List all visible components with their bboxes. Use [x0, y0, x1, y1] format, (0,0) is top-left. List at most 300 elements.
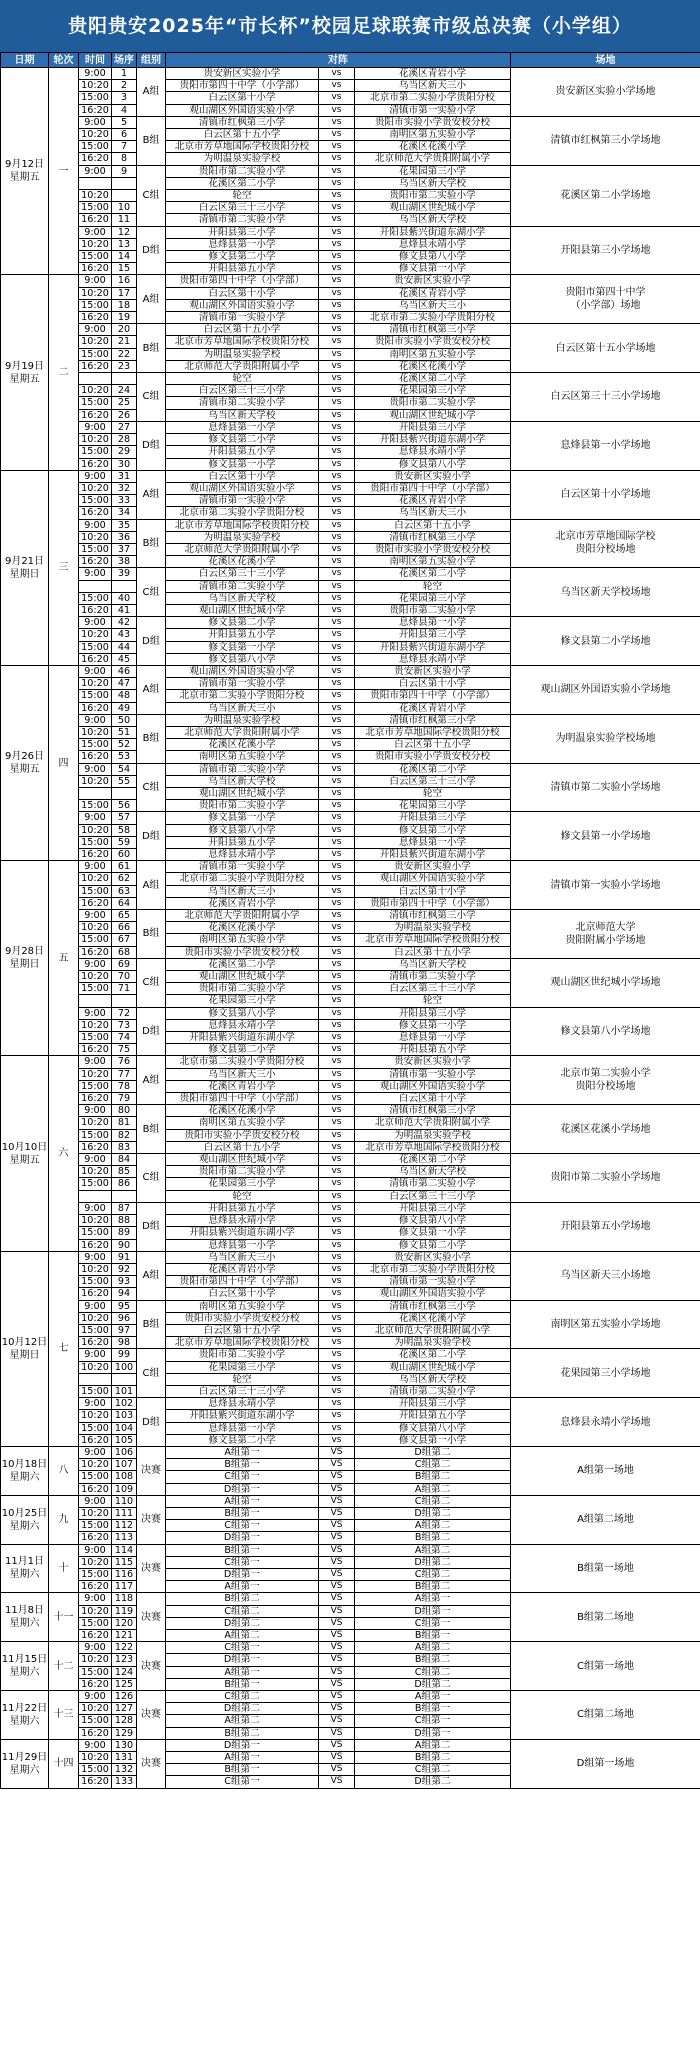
match-number-cell: 120	[112, 1617, 137, 1629]
group-cell: C组	[137, 1154, 166, 1203]
away-team-cell: 清镇市红枫第三小学	[355, 531, 511, 543]
match-number-cell: 22	[112, 348, 137, 360]
away-team-cell: 花溪区青岩小学	[355, 287, 511, 299]
time-cell: 10:20	[79, 824, 112, 836]
home-team-cell: 花果园第三小学	[166, 1178, 319, 1190]
away-team-cell: 修文县第八小学	[355, 1215, 511, 1227]
match-number-cell: 25	[112, 397, 137, 409]
match-number-cell: 100	[112, 1361, 137, 1373]
vs-cell: vs	[319, 641, 355, 653]
table-row	[1, 1251, 700, 1263]
away-team-cell: 修文县第八小学	[355, 1422, 511, 1434]
time-cell: 10:20	[79, 1263, 112, 1275]
away-team-cell: 清镇市第一实验小学	[355, 1276, 511, 1288]
vs-cell: vs	[319, 446, 355, 458]
match-number-cell: 13	[112, 238, 137, 250]
home-team-cell: 白云区第十五小学	[166, 1141, 319, 1153]
table-row	[1, 373, 700, 385]
away-team-cell: 清镇市第二实验小学	[355, 1178, 511, 1190]
match-number-cell: 118	[112, 1593, 137, 1605]
match-number-cell: 126	[112, 1691, 137, 1703]
vs-cell: vs	[319, 336, 355, 348]
match-number-cell: 88	[112, 1215, 137, 1227]
venue-cell: 白云区第三十三小学场地	[511, 373, 700, 422]
group-cell: B组	[137, 910, 166, 959]
away-team-cell: A组第一	[355, 1691, 511, 1703]
time-cell: 15:00	[79, 202, 112, 214]
venue-cell: 观山湖区世纪城小学场地	[511, 958, 700, 1007]
home-team-cell: 贵阳市实验小学贵安校分校	[166, 1312, 319, 1324]
vs-cell: vs	[319, 763, 355, 775]
time-cell: 16:20	[79, 1141, 112, 1153]
match-number-cell: 31	[112, 470, 137, 482]
date-cell: 9月12日 星期五	[1, 68, 49, 275]
vs-cell: vs	[319, 1129, 355, 1141]
home-team-cell: 花溪区第二小学	[166, 958, 319, 970]
match-number-cell: 133	[112, 1776, 137, 1788]
match-number-cell: 56	[112, 800, 137, 812]
time-cell: 15:00	[79, 1032, 112, 1044]
away-team-cell: 乌当区新天学校	[355, 177, 511, 189]
away-team-cell: D组第二	[355, 1678, 511, 1690]
away-team-cell: 花溪区第二小学	[355, 373, 511, 385]
time-cell: 15:00	[79, 836, 112, 848]
home-team-cell: 白云区第三十三小学	[166, 202, 319, 214]
time-cell: 15:00	[79, 934, 112, 946]
home-team-cell: 贵阳市第四十中学（小学部）	[166, 1093, 319, 1105]
match-number-cell: 40	[112, 592, 137, 604]
match-number-cell: 84	[112, 1154, 137, 1166]
vs-cell: vs	[319, 421, 355, 433]
match-number-cell: 24	[112, 385, 137, 397]
time-cell: 15:00	[79, 739, 112, 751]
away-team-cell: 开阳县紫兴街道东湖小学	[355, 641, 511, 653]
time-cell: 9:00	[79, 1056, 112, 1068]
home-team-cell: 南明区第五实验小学	[166, 751, 319, 763]
table-row	[1, 1007, 700, 1019]
match-number-cell: 77	[112, 1068, 137, 1080]
home-team-cell: 乌当区新天学校	[166, 592, 319, 604]
time-cell: 16:20	[79, 1337, 112, 1349]
away-team-cell: D组第二	[355, 1556, 511, 1568]
home-team-cell: 清镇市第二实验小学	[166, 763, 319, 775]
time-cell: 10:20	[79, 1654, 112, 1666]
vs-cell: vs	[319, 1300, 355, 1312]
home-team-cell: 清镇市第一实验小学	[166, 312, 319, 324]
time-cell: 15:00	[79, 1471, 112, 1483]
home-team-cell: 花果园第三小学	[166, 1361, 319, 1373]
vs-cell: vs	[319, 373, 355, 385]
time-cell: 16:20	[79, 946, 112, 958]
vs-cell: vs	[319, 1288, 355, 1300]
away-team-cell: 清镇市第一实验小学	[355, 1068, 511, 1080]
date-cell: 10月10日 星期五	[1, 1056, 49, 1251]
vs-cell: vs	[319, 1019, 355, 1031]
time-cell: 15:00	[79, 1178, 112, 1190]
group-cell: A组	[137, 68, 166, 117]
round-cell: 十	[49, 1544, 79, 1593]
group-cell: B组	[137, 116, 166, 165]
match-number-cell: 36	[112, 531, 137, 543]
table-row	[1, 1739, 700, 1751]
away-team-cell: 白云区第三十三小学	[355, 1190, 511, 1202]
date-cell: 11月1日 星期六	[1, 1544, 49, 1593]
time-cell: 15:00	[79, 1715, 112, 1727]
time-cell: 9:00	[79, 470, 112, 482]
match-number-cell: 47	[112, 678, 137, 690]
group-cell: 决赛	[137, 1544, 166, 1593]
away-team-cell: 开阳县紫兴街道东湖小学	[355, 434, 511, 446]
match-number-cell: 67	[112, 934, 137, 946]
away-team-cell: 贵安新区实验小学	[355, 1251, 511, 1263]
home-team-cell: 轮空	[166, 190, 319, 202]
vs-cell: vs	[319, 1227, 355, 1239]
vs-cell: vs	[319, 141, 355, 153]
time-cell: 9:00	[79, 116, 112, 128]
home-team-cell: 贵阳市第四十中学（小学部）	[166, 1276, 319, 1288]
vs-cell: vs	[319, 129, 355, 141]
home-team-cell: 贵阳市第二实验小学	[166, 165, 319, 177]
away-team-cell: 北京市芳草地国际学校贵阳分校	[355, 934, 511, 946]
home-team-cell: D组第一	[166, 1654, 319, 1666]
match-number-cell: 80	[112, 1105, 137, 1117]
group-cell: 决赛	[137, 1495, 166, 1544]
time-cell: 10:20	[79, 1361, 112, 1373]
match-number-cell: 38	[112, 556, 137, 568]
vs-cell: vs	[319, 1251, 355, 1263]
time-cell: 16:20	[79, 1532, 112, 1544]
away-team-cell: 贵安新区实验小学	[355, 861, 511, 873]
away-team-cell: 息烽县第一小学	[355, 1032, 511, 1044]
time-cell: 15:00	[79, 1520, 112, 1532]
group-cell: D组	[137, 226, 166, 275]
home-team-cell: 清镇市第二实验小学	[166, 580, 319, 592]
time-cell: 16:20	[79, 1434, 112, 1446]
venue-cell: 乌当区新天学校场地	[511, 568, 700, 617]
home-team-cell: A组第一	[166, 1446, 319, 1458]
time-cell: 10:20	[79, 190, 112, 202]
time-cell: 16:20	[79, 214, 112, 226]
home-team-cell: 北京市第二实验小学贵阳分校	[166, 690, 319, 702]
home-team-cell: 白云区第十五小学	[166, 1324, 319, 1336]
vs-cell: VS	[319, 1666, 355, 1678]
vs-cell: vs	[319, 592, 355, 604]
vs-cell: vs	[319, 1410, 355, 1422]
vs-cell: vs	[319, 849, 355, 861]
time-cell: 9:00	[79, 1300, 112, 1312]
venue-cell: C组第二场地	[511, 1691, 700, 1740]
time-cell: 9:00	[79, 275, 112, 287]
vs-cell: vs	[319, 617, 355, 629]
vs-cell: vs	[319, 1324, 355, 1336]
match-number-cell: 65	[112, 910, 137, 922]
vs-cell: vs	[319, 885, 355, 897]
time-cell: 15:00	[79, 592, 112, 604]
time-cell: 10:20	[79, 1605, 112, 1617]
vs-cell: vs	[319, 1385, 355, 1397]
vs-cell: VS	[319, 1642, 355, 1654]
table-row	[1, 1446, 700, 1458]
table-row	[1, 1300, 700, 1312]
time-cell: 10:20	[79, 1752, 112, 1764]
home-team-cell: 贵阳市实验小学贵安校分校	[166, 946, 319, 958]
home-team-cell: 贵阳市第二实验小学	[166, 1166, 319, 1178]
group-cell: A组	[137, 1251, 166, 1300]
home-team-cell: 为明温泉实验学校	[166, 153, 319, 165]
venue-cell: 白云区第十五小学场地	[511, 324, 700, 373]
match-number-cell: 4	[112, 104, 137, 116]
home-team-cell: C组第一	[166, 1642, 319, 1654]
table-row	[1, 68, 700, 80]
away-team-cell: 开阳县第三小学	[355, 1007, 511, 1019]
time-cell	[79, 373, 112, 385]
home-team-cell: 贵阳市第四十中学（小学部）	[166, 80, 319, 92]
home-team-cell: 开阳县紫兴街道东湖小学	[166, 1227, 319, 1239]
vs-cell: vs	[319, 1337, 355, 1349]
vs-cell: vs	[319, 580, 355, 592]
away-team-cell: 修文县第二小学	[355, 1239, 511, 1251]
home-team-cell: C组第二	[166, 1605, 319, 1617]
time-cell: 16:20	[79, 702, 112, 714]
vs-cell: VS	[319, 1446, 355, 1458]
table-row	[1, 1495, 700, 1507]
vs-cell: VS	[319, 1471, 355, 1483]
venue-cell: D组第一场地	[511, 1739, 700, 1788]
venue-cell: A组第一场地	[511, 1446, 700, 1495]
time-cell: 15:00	[79, 983, 112, 995]
table-row	[1, 1593, 700, 1605]
vs-cell: vs	[319, 910, 355, 922]
away-team-cell: A组第二	[355, 1739, 511, 1751]
vs-cell: vs	[319, 104, 355, 116]
venue-cell: 清镇市红枫第三小学场地	[511, 116, 700, 165]
time-cell: 10:20	[79, 1703, 112, 1715]
vs-cell: VS	[319, 1654, 355, 1666]
away-team-cell: 观山湖区世纪城小学	[355, 1361, 511, 1373]
home-team-cell: 北京市第二实验小学贵阳分校	[166, 873, 319, 885]
away-team-cell: 乌当区新天学校	[355, 1373, 511, 1385]
time-cell: 15:00	[79, 1385, 112, 1397]
vs-cell: vs	[319, 1312, 355, 1324]
vs-cell: vs	[319, 80, 355, 92]
match-number-cell: 39	[112, 568, 137, 580]
away-team-cell: 开阳县紫兴街道东湖小学	[355, 226, 511, 238]
venue-cell: C组第一场地	[511, 1642, 700, 1691]
vs-cell: vs	[319, 751, 355, 763]
venue-cell: 北京师范大学 贵阳附属小学场地	[511, 910, 700, 959]
vs-cell: vs	[319, 812, 355, 824]
match-number-cell: 115	[112, 1556, 137, 1568]
time-cell: 15:00	[79, 92, 112, 104]
home-team-cell: 观山湖区外国语实验小学	[166, 104, 319, 116]
vs-cell: vs	[319, 92, 355, 104]
time-cell: 15:00	[79, 543, 112, 555]
venue-cell: 清镇市第一实验小学场地	[511, 861, 700, 910]
home-team-cell: 花溪区花溪小学	[166, 556, 319, 568]
home-team-cell: 开阳县第五小学	[166, 446, 319, 458]
venue-cell: 乌当区新天三小场地	[511, 1251, 700, 1300]
round-cell: 六	[49, 1056, 79, 1251]
home-team-cell: 南明区第五实验小学	[166, 1117, 319, 1129]
away-team-cell: 花溪区花溪小学	[355, 1312, 511, 1324]
table-row	[1, 165, 700, 177]
table-row	[1, 1642, 700, 1654]
match-number-cell: 91	[112, 1251, 137, 1263]
time-cell: 16:20	[79, 653, 112, 665]
vs-cell: vs	[319, 775, 355, 787]
home-team-cell: 北京师范大学贵阳附属小学	[166, 543, 319, 555]
home-team-cell: 观山湖区世纪城小学	[166, 1154, 319, 1166]
vs-cell: VS	[319, 1715, 355, 1727]
time-cell: 10:20	[79, 1068, 112, 1080]
home-team-cell: 观山湖区世纪城小学	[166, 971, 319, 983]
away-team-cell: B组第二	[355, 1471, 511, 1483]
match-number-cell: 89	[112, 1227, 137, 1239]
away-team-cell: 南明区第五实验小学	[355, 129, 511, 141]
away-team-cell: 开阳县第五小学	[355, 1410, 511, 1422]
match-number-cell: 41	[112, 604, 137, 616]
home-team-cell: 花溪区花溪小学	[166, 922, 319, 934]
schedule-table	[0, 52, 700, 1789]
home-team-cell: 清镇市第一实验小学	[166, 861, 319, 873]
time-cell: 16:20	[79, 312, 112, 324]
home-team-cell: 修文县第八小学	[166, 1007, 319, 1019]
match-number-cell: 83	[112, 1141, 137, 1153]
away-team-cell: 贵安新区实验小学	[355, 1056, 511, 1068]
away-team-cell: A组第二	[355, 1520, 511, 1532]
vs-cell: VS	[319, 1703, 355, 1715]
time-cell: 16:20	[79, 263, 112, 275]
vs-cell: vs	[319, 1361, 355, 1373]
time-cell: 16:20	[79, 1678, 112, 1690]
match-number-cell: 131	[112, 1752, 137, 1764]
away-team-cell: 贵阳市实验小学贵安校分校	[355, 116, 511, 128]
match-number-cell: 45	[112, 653, 137, 665]
time-cell: 15:00	[79, 1324, 112, 1336]
home-team-cell: 花溪区第二小学	[166, 177, 319, 189]
match-number-cell: 2	[112, 80, 137, 92]
home-team-cell: B组第一	[166, 1507, 319, 1519]
venue-cell: 清镇市第二实验小学场地	[511, 763, 700, 812]
time-cell: 9:00	[79, 226, 112, 238]
time-cell: 10:20	[79, 1019, 112, 1031]
table-row	[1, 910, 700, 922]
away-team-cell: 南明区第五实验小学	[355, 556, 511, 568]
home-team-cell: 修文县第二小学	[166, 1434, 319, 1446]
time-cell	[79, 1190, 112, 1202]
vs-cell: vs	[319, 190, 355, 202]
match-number-cell: 106	[112, 1446, 137, 1458]
group-cell: B组	[137, 1105, 166, 1154]
time-cell: 10:20	[79, 336, 112, 348]
away-team-cell: 清镇市第一实验小学	[355, 104, 511, 116]
time-cell	[79, 580, 112, 592]
away-team-cell: 白云区第十小学	[355, 885, 511, 897]
away-team-cell: 观山湖区外国语实验小学	[355, 1288, 511, 1300]
group-cell: D组	[137, 812, 166, 861]
time-cell: 15:00	[79, 1227, 112, 1239]
vs-cell: VS	[319, 1605, 355, 1617]
vs-cell: VS	[319, 1727, 355, 1739]
away-team-cell: 乌当区新天三小	[355, 507, 511, 519]
away-team-cell: 北京师范大学贵阳附属小学	[355, 153, 511, 165]
match-number-cell: 98	[112, 1337, 137, 1349]
vs-cell: vs	[319, 1056, 355, 1068]
vs-cell: vs	[319, 458, 355, 470]
match-number-cell: 102	[112, 1398, 137, 1410]
time-cell: 15:00	[79, 690, 112, 702]
vs-cell: vs	[319, 519, 355, 531]
match-number-cell: 35	[112, 519, 137, 531]
venue-cell: 白云区第十小学场地	[511, 470, 700, 519]
vs-cell: VS	[319, 1532, 355, 1544]
home-team-cell: 白云区第十小学	[166, 92, 319, 104]
away-team-cell: 贵阳市实验小学贵安校分校	[355, 543, 511, 555]
group-cell: C组	[137, 568, 166, 617]
away-team-cell: 白云区第十五小学	[355, 739, 511, 751]
group-cell: D组	[137, 1398, 166, 1447]
round-cell: 二	[49, 275, 79, 470]
home-team-cell: 北京市芳草地国际学校贵阳分校	[166, 519, 319, 531]
date-cell: 9月28日 星期日	[1, 861, 49, 1056]
home-team-cell: 为明温泉实验学校	[166, 348, 319, 360]
away-team-cell: 息烽县第一小学	[355, 836, 511, 848]
vs-cell: vs	[319, 714, 355, 726]
time-cell: 10:20	[79, 873, 112, 885]
home-team-cell: 清镇市第二实验小学	[166, 397, 319, 409]
group-cell: 决赛	[137, 1691, 166, 1740]
away-team-cell: 北京市第二实验小学贵阳分校	[355, 312, 511, 324]
away-team-cell: 白云区第十五小学	[355, 519, 511, 531]
group-cell: A组	[137, 1056, 166, 1105]
match-number-cell: 71	[112, 983, 137, 995]
away-team-cell: 南明区第五实验小学	[355, 348, 511, 360]
vs-cell: vs	[319, 153, 355, 165]
away-team-cell: A组第二	[355, 1642, 511, 1654]
vs-cell: vs	[319, 983, 355, 995]
away-team-cell: C组第二	[355, 1568, 511, 1580]
match-number-cell: 60	[112, 849, 137, 861]
vs-cell: vs	[319, 1007, 355, 1019]
time-cell: 15:00	[79, 495, 112, 507]
time-cell: 9:00	[79, 421, 112, 433]
away-team-cell: C组第一	[355, 1715, 511, 1727]
vs-cell: vs	[319, 226, 355, 238]
vs-cell: vs	[319, 434, 355, 446]
away-team-cell: 贵安新区实验小学	[355, 665, 511, 677]
home-team-cell: A组第一	[166, 1666, 319, 1678]
vs-cell: vs	[319, 1190, 355, 1202]
away-team-cell: 开阳县第三小学	[355, 629, 511, 641]
away-team-cell: 北京市第二实验小学贵阳分校	[355, 1263, 511, 1275]
time-cell: 9:00	[79, 1349, 112, 1361]
away-team-cell: 为明温泉实验学校	[355, 1337, 511, 1349]
away-team-cell: 花果园第三小学	[355, 800, 511, 812]
vs-cell: VS	[319, 1739, 355, 1751]
match-number-cell: 90	[112, 1239, 137, 1251]
home-team-cell: 花溪区花溪小学	[166, 1105, 319, 1117]
match-number-cell: 5	[112, 116, 137, 128]
group-cell: D组	[137, 617, 166, 666]
vs-cell: vs	[319, 665, 355, 677]
time-cell: 16:20	[79, 458, 112, 470]
time-cell: 15:00	[79, 1422, 112, 1434]
home-team-cell: 花溪区花溪小学	[166, 739, 319, 751]
vs-cell: vs	[319, 1239, 355, 1251]
match-number-cell: 55	[112, 775, 137, 787]
match-number-cell: 9	[112, 165, 137, 177]
time-cell: 15:00	[79, 397, 112, 409]
